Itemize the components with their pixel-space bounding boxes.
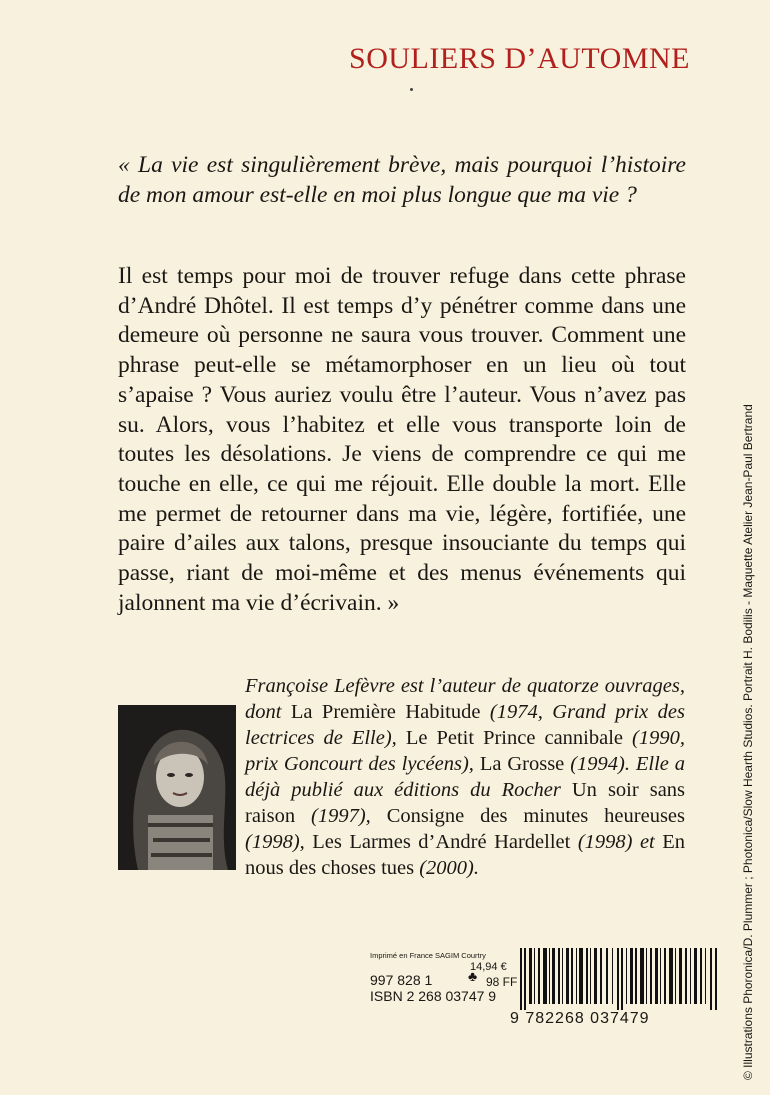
price-franc: 98 FF [486, 975, 518, 989]
credits-column [736, 300, 760, 1080]
bio-text-5: (1997), [311, 805, 371, 827]
photo-credits: © Illustrations Phoronica/D. Plummer ; Photonica/Slow Hearth Studios. Portrait H. Bodilis - Maquette Atelier Jean-Paul Bertrand [741, 404, 755, 1080]
publisher-mark-icon: ♣ [468, 970, 478, 985]
ornament-dot [410, 88, 413, 91]
bio-text-6: (1998), [245, 831, 305, 853]
blurb-text: Il est temps pour moi de trouver refuge dans cette phrase d’André Dhôtel. Il est temps d’y pénétrer comme dans une demeure où personne ne saura vous trouver. Comment une phrase peut-elle se métamorphoser en un lieu où tout s’apaise ? Vous auriez voulu être l’auteur. Vous n’avez pas su. Alors, vous l’habitez et elle vous transporte loin de toutes les désolations. Je viens de comprendre ce qui me touche en elle, ce qui me réjouit. Elle double la mort. Elle me permet de retourner dans ma vie, légère, fortifiée, une paire d’ailes aux talons, presque insouciante du temps qui passe, riant de moi-même et des menus événements qui jalonnent ma vie d’écrivain. » [118, 263, 686, 616]
price-euro: 14,94 € [470, 961, 507, 973]
bio-text-3: (1990, prix Goncourt des lycéens), [245, 727, 685, 775]
book-title-4: Un soir sans raison [245, 779, 686, 827]
book-title-6: Les Larmes d’André Hardellet [312, 831, 571, 853]
author-biography [245, 673, 685, 881]
bio-text-4: (1994). Elle a déjà publié aux éditions du Rocher [245, 753, 686, 801]
book-title-2: Le Petit Prince cannibale [405, 727, 624, 749]
isbn: ISBN 2 268 03747 9 [370, 988, 497, 1004]
epigraph-quote: « La vie est singulièrement brève, mais pourquoi l’histoire de mon amour est-elle en moi plus longue que ma vie ? [118, 152, 686, 208]
barcode [520, 948, 718, 1010]
barcode-digits: 9 782268 037479 [510, 1010, 650, 1027]
book-title-3: La Grosse [479, 753, 565, 775]
bio-text-2: (1974, Grand prix des lectrices de Elle), [245, 701, 685, 749]
author-portrait [118, 705, 236, 870]
bio-text-7: (1998) et [577, 831, 655, 853]
book-title-1: La Première Habitude [290, 701, 481, 723]
reference-number: 997 828 1 [370, 972, 433, 988]
book-title: SOULIERS D’AUTOMNE [349, 42, 690, 75]
book-title-5: Consigne des minutes heureuses [386, 805, 686, 827]
printed-in: Imprimé en France SAGIM Courtry [370, 951, 486, 960]
book-title-7: En nous des choses tues [245, 831, 686, 879]
bio-text-8: (2000). [419, 857, 480, 879]
bio-text-1: Françoise Lefèvre est l’auteur de quatorze ouvrages, dont [245, 675, 685, 723]
